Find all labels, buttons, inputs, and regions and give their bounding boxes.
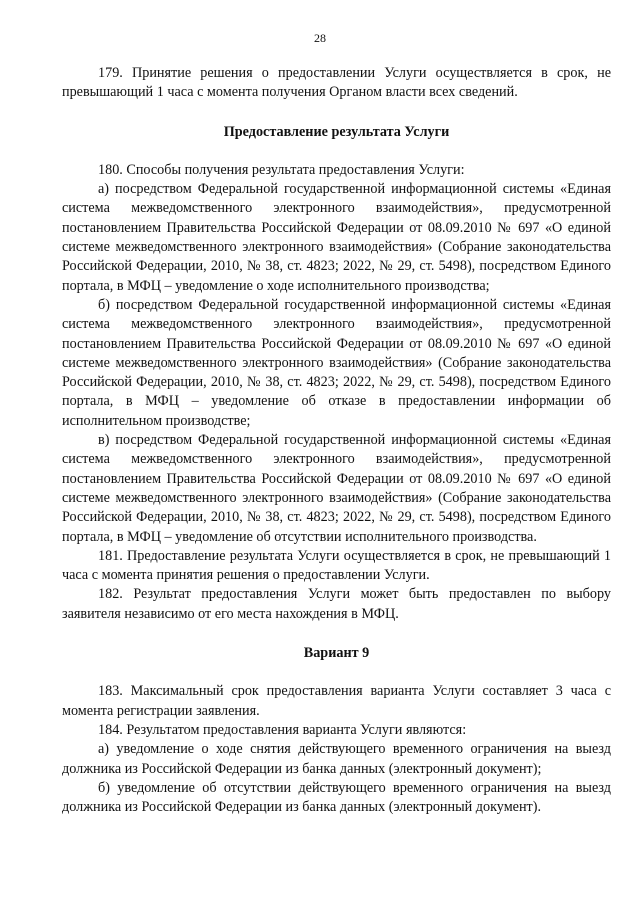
paragraph-180b: б) посредством Федеральной государственной информационной системы «Единая система межведомственного электронного взаимодействия», предусмотренной постановлением Правительства Российской Федерации от 08.09.2010 № 697 «О единой системе межведомственного электронного взаимодействия» (Собрание законодательства Российской Федерации, 2010, № 38, ст. 4823; 2022, № 29, ст. 5498), посредством Единого портала, в МФЦ – уведомление об отказе в предоставлении информации об исполнительном производстве; [62,296,611,429]
document-body [62,64,611,817]
paragraph-180a: а) посредством Федеральной государственной информационной системы «Единая система межведомственного электронного взаимодействия», предусмотренной постановлением Правительства Российской Федерации от 08.09.2010 № 697 «О единой системе межведомственного электронного взаимодействия» (Собрание законодательства Российской Федерации, 2010, № 38, ст. 4823; 2022, № 29, ст. 5498), посредством Единого портала, в МФЦ – уведомление о ходе исполнительного производства; [62,181,611,294]
paragraph-179: 179. Принятие решения о предоставлении Услуги осуществляется в срок, не превышающий 1 часа с момента получения Органом власти всех сведений. [62,65,611,101]
page-number: 28 [314,31,326,45]
heading-variant-9: Вариант 9 [303,645,370,662]
paragraph-184: 184. Результатом предоставления варианта Услуги являются: [98,721,467,738]
paragraph-181: 181. Предоставление результата Услуги осуществляется в срок, не превышающий 1 часа с момента принятия решения о предоставлении Услуги. [62,547,611,584]
heading-result-delivery: Предоставление результата Услуги [223,123,450,140]
paragraph-184a: а) уведомление о ходе снятия действующего временного ограничения на выезд должника из Российской Федерации из банка данных (электронный документ); [62,741,611,777]
paragraph-184b: б) уведомление об отсутствии действующего временного ограничения на выезд должника из Российской Федерации из банка данных (электронный документ). [62,779,611,816]
paragraph-183: 183. Максимальный срок предоставления варианта Услуги составляет 3 часа с момента регистрации заявления. [62,683,611,719]
paragraph-180: 180. Способы получения результата предоставления Услуги: [98,161,465,178]
paragraph-180v: в) посредством Федеральной государственной информационной системы «Единая система межведомственного электронного взаимодействия», предусмотренной постановлением Правительства Российской Федерации от 08.09.2010 № 697 «О единой системе межведомственного электронного взаимодействия» (Собрание законодательства Российской Федерации, 2010, № 38, ст. 4823; 2022, № 29, ст. 5498), посредством Единого портала, в МФЦ – уведомление об отсутствии исполнительного производства. [62,432,611,545]
paragraph-182: 182. Результат предоставления Услуги может быть предоставлен по выбору заявителя независимо от его места нахождения в МФЦ. [62,586,611,622]
